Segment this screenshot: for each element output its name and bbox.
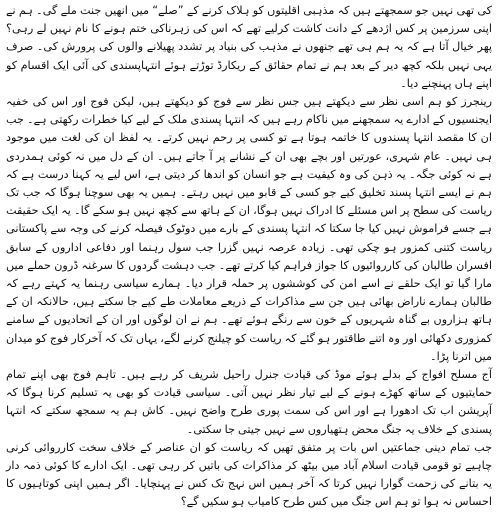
paragraph-1: کی تھی نہیں جو سمجھتے ہیں کہ مذہبی اقلیتوں کو ہلاک کرنے کے ”صلے“ میں انھیں جنت ملے گی۔ ہم نے اپنی سرزمین پر کس اژدھے کے دانت کاشت کرلیے تھے کہ اس کی زہرناکی ختم ہونے کا نام نہیں لے رہی؟ پھر خیال آتا ہے کہ یہ ہم ہی تھے جنھوں نے مذہب کی بنیاد پر تشدد پھیلانے والوں کی پرورش کی۔ صرف یہی نہیں بلکہ کچھ دیر کے بعد ہم نے تمام حقائق کے ریکارڈ توڑتے ہوئے انتہاپسندی کی آئی ایک اقسام کو اپنے ہاں پہنچنے دیا۔ [6, 4, 492, 90]
paragraph-3: آج مسلح افواج کے بدلے ہوئے موڈ کی قیادت جنرل راحیل شریف کر رہے ہیں۔ تاہم فوج بھی اپنے تمام حمایتیوں کے ساتھ کھڑے ہونے کے لیے تیار نظر نہیں آتی۔ سیاسی قیادت کو بھی یہ تسلیم کرنا ہوگا کہ آپریشن اب تک ادھورا ہے اور اس کی سمت پوری طرح واضح نہیں۔ کاش ہم یہ سمجھ سکتے کہ انتہا پسندی کے خلاف یہ جنگ محض ہتھیاروں سے نہیں جیتی جا سکتی۔ [6, 368, 492, 436]
paragraph-2: رینجرز کو ہم اسی نظر سے دیکھتے ہیں جس نظر سے فوج کو دیکھتے ہیں، لیکن فوج اور اس کی خفیہ ایجنسیوں کے ادارے یہ سمجھنے میں ناکام رہے ہیں کہ انتہا پسندی ملک کے لیے کیا خطرات رکھتی ہے۔ جب ان کا مقصد انتہا پسندوں کا خاتمہ ہوتا ہے تو کسی پر رحم نہیں کرتے۔ یہ لفظ ان کی لغت میں موجود ہی نہیں۔ عام شہری، عورتیں اور بچے بھی ان کے نشانے پر آ جاتے ہیں۔ ان کے دل میں نہ کوئی ہمدردی ہے نہ کوئی جگہ۔ یہ ذہن کی وہ کیفیت ہے جو انسان کو اندھا کر دیتی ہے، اس لیے یہ کہنا درست ہے کہ ہم نے ایسے انتہا پسند تخلیق کیے جو کسی کے قابو میں نہیں رہتے۔ ہمیں یہ بھی سوچنا ہوگا کہ جب تک ریاست کی سطح پر اس مسئلے کا ادراک نہیں ہوگا، ان کے ہاتھ سے کچھ نہیں ہو سکے گا۔ یہ ایک حقیقت ہے جسے فراموش نہیں کیا جا سکتا کہ انتہا پسندی کے بارے میں دوٹوک فیصلہ کرنے کی وجہ سے پاکستانی ریاست کتنی کمزور ہو چکی تھی۔ زیادہ عرصہ نہیں گزرا جب سول رہنما اور دفاعی اداروں کے سابق افسران طالبان کی کارروائیوں کا جواز فراہم کیا کرتے تھے۔ جب دہشت گردوں کا سرغنہ ڈرون حملے میں مارا گیا تو ایک حلقے نے اسے امن کی کوششوں پر حملہ قرار دیا۔ ہمارے سیاسی رہنما یہ کہتے رہے کہ طالبان ہمارے ناراض بھائی ہیں جن سے مذاکرات کے ذریعے معاملات طے کیے جا سکتے ہیں، حالانکہ ان کے ہاتھ ہزاروں بے گناہ شہریوں کے خون سے رنگے ہوئے تھے۔ ہم نے ان لوگوں اور ان کے اتحادیوں کے سامنے کمزوری دکھائی اور وہ اتنے طاقتور ہو گئے کہ ریاست کو چیلنج کرنے لگے، یہاں تک کہ آخرکار فوج کو میدان میں اترنا پڑا۔ [6, 95, 492, 363]
paragraph-4: جب تمام دینی جماعتیں اس بات پر متفق تھیں کہ ریاست کو ان عناصر کے خلاف سخت کارروائی کرنی چاہیے تو قومی قیادت اسلام آباد میں بیٹھ کر مذاکرات کی باتیں کر رہی تھی۔ ایک ادارے کا کوئی ذمہ دار یہ بتانے کی زحمت گوارا نہیں کرتا کہ آخر ہمیں اس نہج تک کس نے پہنچایا۔ اگر ہمیں اپنی کوتاہیوں کا احساس نہ ہوا تو ہم اس جنگ میں کس طرح کامیاب ہو سکیں گے؟ [6, 440, 492, 509]
